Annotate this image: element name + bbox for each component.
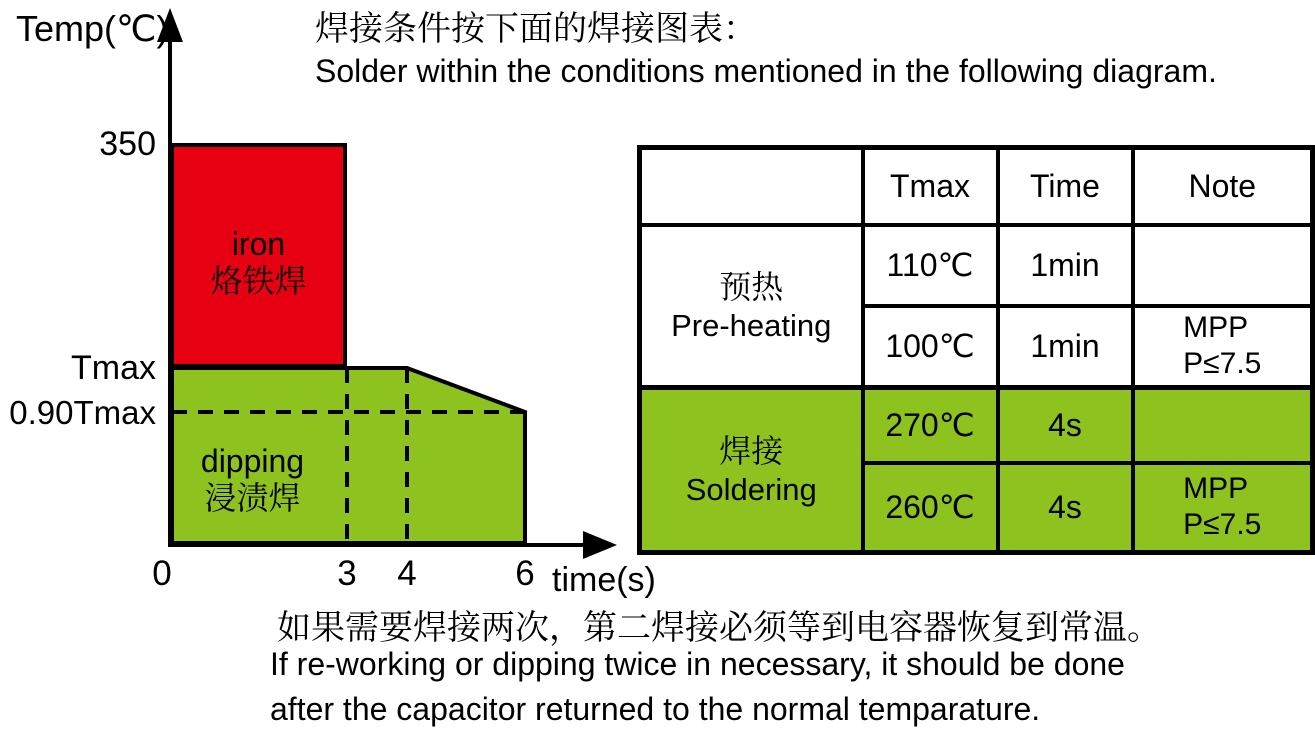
- cell-preheat1-tmax: 110℃: [863, 225, 998, 306]
- iron-region-label-en: iron: [231, 226, 286, 262]
- soldering-note-line1: MPP: [1183, 472, 1249, 506]
- table-row-preheat-110: [640, 225, 1313, 306]
- intro-text-zh: 焊接条件按下面的焊接图表：: [315, 10, 757, 48]
- header-cell-tmax: Tmax: [863, 148, 998, 225]
- header-cell-time: Time: [998, 148, 1133, 225]
- soldering-section-label: [640, 388, 863, 553]
- soldering-label-zh: 焊接: [719, 433, 784, 469]
- x-axis-title: time(s): [552, 561, 656, 599]
- header-cell-note: Note: [1133, 148, 1313, 225]
- x-axis-arrow-icon: [583, 531, 617, 559]
- dipping-region-label: [160, 443, 345, 517]
- temp-time-chart: [0, 0, 660, 620]
- soldering-note-line2: P≤7.5: [1183, 508, 1262, 542]
- x-tick-4: 4: [397, 554, 417, 593]
- preheating-label-en: Pre-heating: [671, 307, 832, 343]
- preheating-label-zh: 预热: [719, 268, 784, 305]
- intro-text-en: Solder within the conditions mentioned in the following diagram.: [315, 53, 1217, 89]
- conditions-table-wrap: [637, 145, 1315, 555]
- y-axis-title: Temp(℃): [16, 8, 169, 49]
- table-header-row: [640, 148, 1313, 225]
- iron-region-label: [170, 226, 347, 300]
- y-tick-090tmax: 0.90Tmax: [9, 394, 156, 431]
- cell-solder1-tmax: 270℃: [863, 388, 998, 463]
- cell-solder2-tmax: 260℃: [863, 463, 998, 553]
- header-cell-blank: [640, 148, 863, 225]
- footnote-zh: 如果需要焊接两次，第二焊接必须等到电容器恢复到常温。: [277, 609, 1161, 647]
- y-tick-350: 350: [99, 125, 156, 163]
- cell-preheat2-note: [1133, 306, 1313, 388]
- iron-region-label-zh: 烙铁焊: [210, 263, 307, 299]
- cell-preheat1-time: 1min: [998, 225, 1133, 306]
- conditions-table: [637, 145, 1315, 555]
- cell-solder1-note: [1133, 388, 1313, 463]
- x-tick-0: 0: [152, 554, 172, 593]
- soldering-label-en: Soldering: [685, 472, 817, 507]
- preheat-note-line1: MPP: [1183, 311, 1249, 345]
- preheating-section-label: [640, 225, 863, 388]
- x-tick-3: 3: [337, 554, 357, 593]
- cell-solder2-note: [1133, 463, 1313, 553]
- dipping-region-label-zh: 浸渍焊: [204, 480, 301, 516]
- cell-preheat2-tmax: 100℃: [863, 306, 998, 388]
- preheat-note-line2: P≤7.5: [1183, 347, 1262, 381]
- cell-solder2-time: 4s: [998, 463, 1133, 553]
- y-tick-tmax: Tmax: [71, 349, 156, 387]
- table-row-solder-270: [640, 388, 1313, 463]
- footnote-en-line1: If re-working or dipping twice in necessary, it should be done: [270, 646, 1125, 682]
- footnote-en-line2: after the capacitor returned to the normal temparature.: [270, 691, 1041, 727]
- preheat-note-block: [1183, 310, 1261, 382]
- soldering-note-block: [1183, 471, 1261, 543]
- x-tick-6: 6: [515, 554, 535, 593]
- cell-solder1-time: 4s: [998, 388, 1133, 463]
- cell-preheat2-time: 1min: [998, 306, 1133, 388]
- cell-preheat1-note: [1133, 225, 1313, 306]
- dipping-region-label-en: dipping: [200, 443, 305, 479]
